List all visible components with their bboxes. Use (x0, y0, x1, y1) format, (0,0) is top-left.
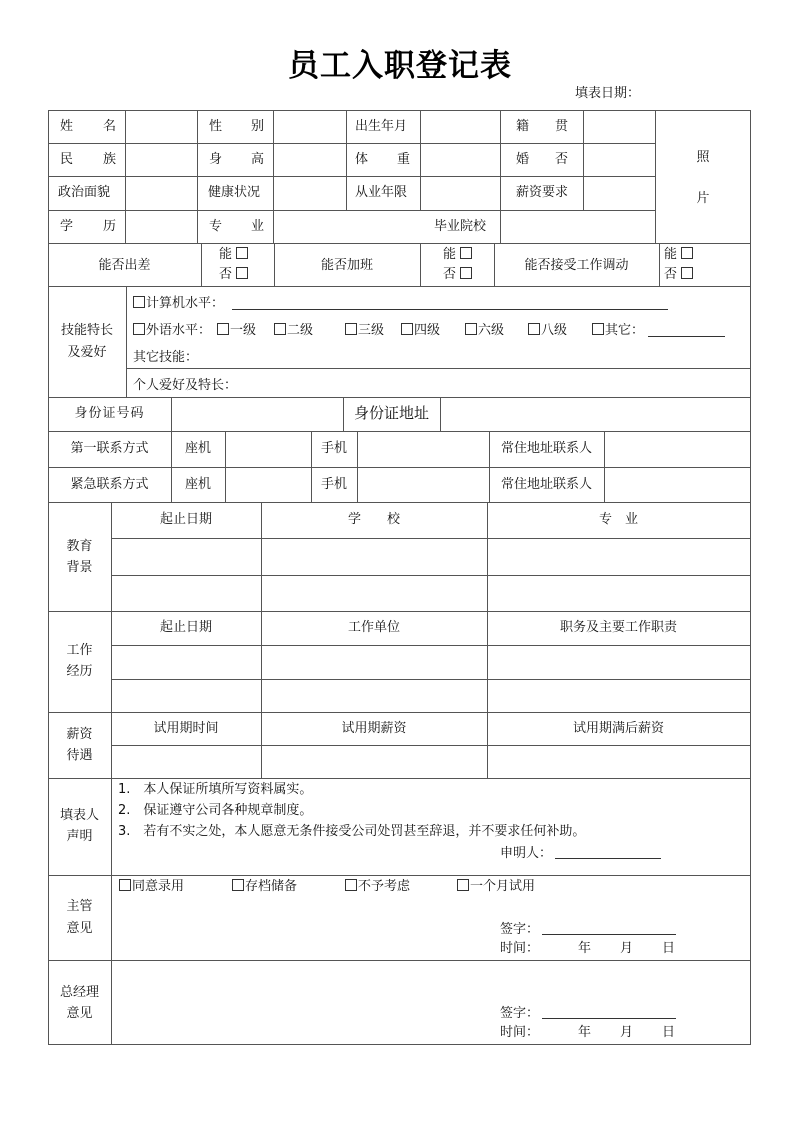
manager-time-label: 时间： (500, 941, 540, 956)
salary-header-probation-period: 试用期时间 (153, 721, 219, 736)
work-row-2-employer[interactable] (262, 680, 486, 711)
level-3-checkbox[interactable]: 三级 (345, 323, 384, 339)
level-1-checkbox[interactable]: 一级 (217, 323, 256, 339)
work-header-employer: 工作单位 (347, 620, 400, 635)
education-row-2-dates[interactable] (112, 576, 260, 610)
gender-field[interactable] (274, 111, 345, 143)
health-field[interactable] (274, 177, 345, 209)
label-mobile: 手机 (320, 441, 347, 456)
salary-header-probation-salary: 试用期薪资 (341, 721, 407, 736)
education-row-1-school[interactable] (262, 539, 486, 574)
label-ethnicity: 民 族 (60, 152, 116, 167)
gm-month-label: 月 (620, 1025, 634, 1040)
travel-yes-checkbox[interactable]: 能 (219, 247, 249, 263)
work-row-1-employer[interactable] (262, 646, 486, 678)
manager-year-label: 年 (578, 941, 592, 956)
label-major: 专 业 (209, 219, 264, 234)
checkbox-icon (465, 323, 477, 335)
checkbox-icon (592, 323, 604, 335)
divider (48, 712, 751, 713)
education-header-dates: 起止日期 (159, 512, 212, 527)
divider (48, 243, 751, 244)
years-field[interactable] (421, 177, 499, 209)
gm-signature-input[interactable] (542, 1018, 676, 1019)
label-other-skills: 其它技能： (133, 350, 199, 365)
label-declarant: 申明人： (500, 846, 553, 861)
id-number-field[interactable] (172, 398, 342, 430)
checkbox-icon (133, 296, 145, 308)
foreign-language-checkbox[interactable]: 外语水平： (133, 323, 211, 339)
probation-period-field[interactable] (112, 746, 260, 777)
divider (111, 778, 112, 1044)
checkbox-icon (217, 323, 229, 335)
manager-day-label: 日 (662, 941, 676, 956)
option-approve-hire[interactable]: 同意录用 (119, 879, 184, 895)
level-other-checkbox[interactable]: 其它： (592, 323, 644, 339)
name-field[interactable] (126, 111, 196, 143)
probation-salary-field[interactable] (262, 746, 486, 777)
option-archive-reserve[interactable]: 存档储备 (232, 879, 297, 895)
checkbox-icon (345, 323, 357, 335)
native-place-field[interactable] (584, 111, 654, 143)
label-accept-transfer: 能否接受工作调动 (524, 258, 629, 273)
divider (126, 368, 751, 369)
graduated-school-field[interactable] (501, 211, 654, 243)
divider (420, 243, 421, 286)
label-id-address: 身份证地址 (353, 404, 429, 422)
page-title: 员工入职登记表 (288, 48, 512, 84)
checkbox-icon (528, 323, 540, 335)
work-row-1-dates[interactable] (112, 646, 260, 678)
transfer-no-checkbox[interactable]: 否 (664, 267, 694, 283)
manager-label-1: 主管 (66, 899, 93, 914)
label-primary-contact: 第一联系方式 (70, 441, 149, 456)
declarant-signature-input[interactable] (555, 858, 661, 859)
level-6-checkbox[interactable]: 六级 (465, 323, 504, 339)
label-health: 健康状况 (208, 185, 261, 200)
checkbox-icon (345, 879, 357, 891)
emergency-mobile-field[interactable] (358, 468, 488, 501)
divider (655, 110, 656, 243)
computer-level-input[interactable] (232, 309, 668, 310)
travel-no-checkbox[interactable]: 否 (219, 267, 249, 283)
manager-sign-label: 签字： (500, 922, 540, 937)
checkbox-icon (232, 879, 244, 891)
primary-resident-contact-field[interactable] (605, 432, 749, 466)
checkbox-icon (119, 879, 131, 891)
transfer-yes-checkbox[interactable]: 能 (664, 247, 694, 263)
overtime-no-checkbox[interactable]: 否 (443, 267, 473, 283)
divider (346, 110, 347, 210)
label-landline: 座机 (184, 477, 211, 492)
checkbox-icon (133, 323, 145, 335)
label-mobile: 手机 (320, 477, 347, 492)
declaration-item-2: 2. 保证遵守公司各种规章制度。 (118, 803, 313, 818)
declaration-item-1: 1. 本人保证所填所写资料属实。 (118, 782, 313, 797)
checkbox-icon (460, 247, 472, 259)
level-8-checkbox[interactable]: 八级 (528, 323, 567, 339)
checkbox-icon (681, 247, 693, 259)
label-marital: 婚 否 (516, 152, 568, 167)
education-header-school: 学 校 (347, 512, 400, 527)
checkbox-icon (457, 879, 469, 891)
weight-field[interactable] (421, 144, 499, 176)
divider (48, 611, 751, 612)
work-row-2-duties[interactable] (488, 680, 749, 711)
emergency-resident-contact-field[interactable] (605, 468, 749, 501)
education-label-2: 背景 (66, 560, 93, 575)
level-4-checkbox[interactable]: 四级 (401, 323, 440, 339)
political-field[interactable] (126, 177, 196, 209)
option-one-month-trial[interactable]: 一个月试用 (457, 879, 535, 895)
border-bottom (48, 1044, 751, 1045)
gm-label-2: 意见 (66, 1006, 93, 1021)
option-not-considered[interactable]: 不予考虑 (345, 879, 410, 895)
label-weight: 体 重 (355, 152, 410, 167)
skills-label-2: 及爱好 (67, 345, 107, 360)
gm-time-label: 时间： (500, 1025, 540, 1040)
label-id-number: 身份证号码 (74, 406, 145, 421)
computer-level-checkbox[interactable]: 计算机水平： (133, 296, 224, 312)
checkbox-icon (274, 323, 286, 335)
checkbox-icon (236, 247, 248, 259)
level-2-checkbox[interactable]: 二级 (274, 323, 313, 339)
label-native-place: 籍 贯 (516, 119, 568, 134)
primary-mobile-field[interactable] (358, 432, 488, 466)
divider (201, 243, 202, 286)
work-header-duties: 职务及主要工作职责 (559, 620, 677, 635)
salary-header-post-probation-salary: 试用期满后薪资 (572, 721, 664, 736)
education-row-1-major[interactable] (488, 539, 749, 574)
checkbox-icon (401, 323, 413, 335)
declaration-label-2: 声明 (66, 829, 93, 844)
divider (48, 875, 751, 876)
declaration-item-3: 3. 若有不实之处，本人愿意无条件接受公司处罚甚至辞退，并不要求任何补助。 (118, 824, 586, 839)
border-right (750, 110, 751, 1045)
label-business-travel: 能否出差 (98, 258, 151, 273)
label-years: 从业年限 (355, 185, 408, 200)
gm-day-label: 日 (662, 1025, 676, 1040)
label-graduated-school: 毕业院校 (433, 219, 486, 234)
label-political: 政治面貌 (58, 185, 111, 200)
divider (197, 110, 198, 243)
checkbox-icon (460, 267, 472, 279)
ethnicity-field[interactable] (126, 144, 196, 176)
manager-signature-input[interactable] (542, 934, 676, 935)
salary-request-field[interactable] (584, 177, 654, 209)
manager-month-label: 月 (620, 941, 634, 956)
label-gender: 性 别 (209, 119, 264, 134)
divider (659, 243, 660, 286)
label-birth: 出生年月 (355, 119, 408, 134)
divider (126, 286, 127, 397)
fill-date-label: 填表日期： (575, 86, 641, 101)
id-address-field[interactable] (441, 398, 749, 430)
divider (48, 960, 751, 961)
gm-sign-label: 签字： (500, 1006, 540, 1021)
label-overtime: 能否加班 (320, 258, 373, 273)
label-education: 学 历 (60, 219, 116, 234)
label-landline: 座机 (184, 441, 211, 456)
salary-label-1: 薪资 (66, 727, 93, 742)
photo-label-1: 照 (696, 150, 710, 165)
height-field[interactable] (274, 144, 345, 176)
work-header-dates: 起止日期 (159, 620, 212, 635)
checkbox-icon (681, 267, 693, 279)
primary-landline-field[interactable] (226, 432, 310, 466)
gm-label-1: 总经理 (59, 985, 99, 1000)
work-label-2: 经历 (66, 664, 93, 679)
gm-year-label: 年 (578, 1025, 592, 1040)
work-label-1: 工作 (66, 643, 93, 658)
education-field[interactable] (126, 211, 196, 243)
label-name: 姓 名 (60, 119, 116, 134)
post-probation-salary-field[interactable] (488, 746, 749, 777)
education-label-1: 教育 (66, 539, 93, 554)
work-row-1-duties[interactable] (488, 646, 749, 678)
label-hobbies: 个人爱好及特长： (133, 378, 238, 393)
declaration-label-1: 填表人 (59, 808, 99, 823)
emergency-landline-field[interactable] (226, 468, 310, 501)
birth-field[interactable] (421, 111, 499, 143)
checkbox-icon (236, 267, 248, 279)
education-row-2-school[interactable] (262, 576, 486, 610)
overtime-yes-checkbox[interactable]: 能 (443, 247, 473, 263)
divider (48, 778, 751, 779)
divider (48, 286, 751, 287)
education-header-major: 专 业 (598, 512, 638, 527)
manager-label-2: 意见 (66, 921, 93, 936)
education-row-2-major[interactable] (488, 576, 749, 610)
education-row-1-dates[interactable] (112, 539, 260, 574)
divider (48, 502, 751, 503)
work-row-2-dates[interactable] (112, 680, 260, 711)
marital-field[interactable] (584, 144, 654, 176)
skills-label-1: 技能特长 (60, 323, 113, 338)
label-emergency-contact: 紧急联系方式 (70, 477, 149, 492)
label-salary-request: 薪资要求 (516, 185, 569, 200)
other-level-input[interactable] (648, 336, 725, 337)
label-height: 身 高 (209, 152, 264, 167)
label-resident-contact: 常住地址联系人 (500, 441, 592, 456)
photo-label-2: 片 (696, 191, 710, 206)
salary-label-2: 待遇 (66, 748, 93, 763)
label-resident-contact: 常住地址联系人 (500, 477, 592, 492)
